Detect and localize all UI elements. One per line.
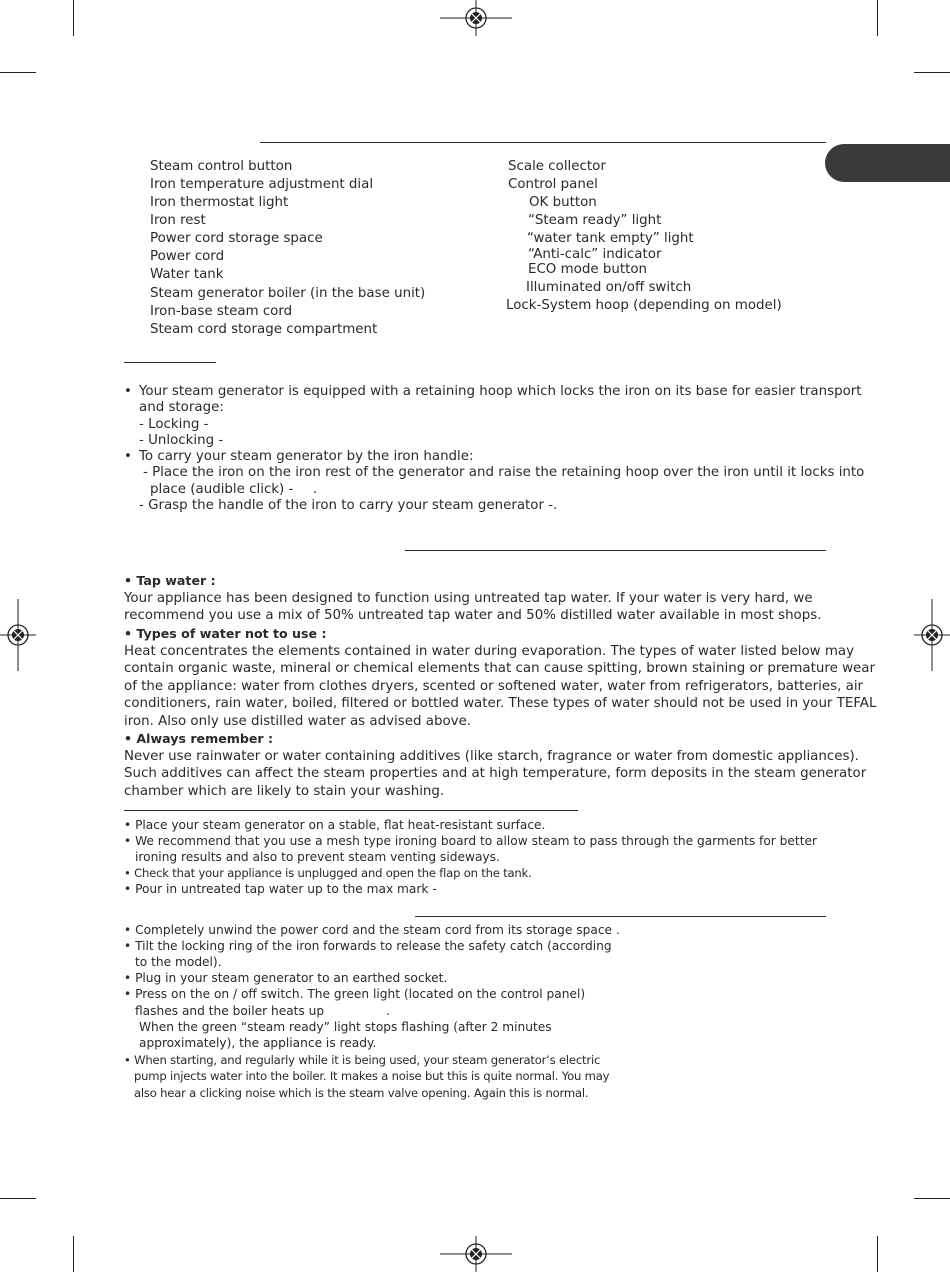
- part-item: Steam cord storage compartment: [150, 322, 378, 337]
- start-text: .: [386, 1004, 390, 1018]
- start-text: to the model).: [135, 955, 222, 969]
- start-text: When the green “steam ready” light stops flashing (after 2 minutes: [139, 1020, 552, 1034]
- section-rule-water: [405, 550, 826, 551]
- start-text: • Tilt the locking ring of the iron forwards to release the safety catch (according: [124, 939, 612, 953]
- language-tab: [825, 144, 950, 182]
- section-rule-description: [260, 142, 826, 143]
- part-item: Water tank: [150, 267, 224, 282]
- registration-mark-left-icon: [0, 599, 36, 671]
- start-text: • Completely unwind the power cord and the steam cord from its storage space .: [124, 923, 620, 937]
- fill-text: ironing results and also to prevent steam venting sideways.: [135, 850, 500, 864]
- start-text: • Press on the on / off switch. The green light (located on the control panel): [124, 987, 586, 1001]
- water-text: iron. Also only use distilled water as advised above.: [124, 714, 472, 729]
- water-text: Never use rainwater or water containing additives (like starch, fragrance or water from domestic appliances).: [124, 749, 859, 764]
- lock-text: - Place the iron on the iron rest of the generator and raise the retaining hoop over the iron until it locks into: [143, 465, 865, 480]
- part-item: Control panel: [508, 177, 598, 192]
- water-text: chamber which are likely to stain your washing.: [124, 784, 445, 799]
- part-item: “Anti-calc” indicator: [528, 247, 662, 262]
- water-text: Such additives can affect the steam properties and at high temperature, form deposits in the steam generator: [124, 766, 867, 781]
- lock-text: - Unlocking -: [139, 433, 224, 448]
- lock-text: To carry your steam generator by the iron handle:: [139, 449, 474, 464]
- start-text: flashes and the boiler heats up: [135, 1004, 325, 1018]
- water-text: Heat concentrates the elements contained in water during evaporation. The types of water listed below may: [124, 644, 855, 659]
- part-item: Power cord storage space: [150, 231, 323, 246]
- lock-text: .: [553, 498, 558, 513]
- part-item: Iron temperature adjustment dial: [150, 177, 374, 192]
- part-item: OK button: [529, 195, 597, 210]
- water-text: contain organic waste, mineral or chemical elements that can cause spitting, brown staining or premature wear: [124, 661, 875, 676]
- lock-text: .: [313, 482, 318, 497]
- fill-text: • We recommend that you use a mesh type ironing board to allow steam to pass through the garments for better: [124, 834, 817, 848]
- start-text: pump injects water into the boiler. It makes a noise but this is quite normal. You may: [134, 1069, 610, 1083]
- start-text: approximately), the appliance is ready.: [139, 1036, 377, 1050]
- water-text: of the appliance: water from clothes dryers, scented or softened water, water from refrigerators, batteries, air: [124, 679, 864, 694]
- part-item: Iron rest: [150, 213, 206, 228]
- part-item: “Steam ready” light: [528, 213, 662, 228]
- lock-text: and storage:: [139, 400, 224, 415]
- start-text: also hear a clicking noise which is the steam valve opening. Again this is normal.: [134, 1086, 589, 1100]
- part-item: Steam control button: [150, 159, 293, 174]
- part-item: Lock-System hoop (depending on model): [506, 298, 782, 313]
- water-text: Your appliance has been designed to function using untreated tap water. If your water is very hard, we: [124, 591, 813, 606]
- start-text: • Plug in your steam generator to an earthed socket.: [124, 971, 448, 985]
- lock-text: place (audible click) -: [150, 482, 294, 497]
- fill-text: • Place your steam generator on a stable, flat heat-resistant surface.: [124, 818, 546, 832]
- fill-text: • Check that your appliance is unplugged and open the flap on the tank.: [124, 866, 532, 880]
- start-text: • When starting, and regularly while it is being used, your steam generator’s electric: [124, 1053, 601, 1067]
- part-item: Steam generator boiler (in the base unit): [150, 286, 426, 301]
- bullet-icon: •: [124, 449, 132, 464]
- section-rule-lock: [124, 362, 216, 363]
- water-heading-avoid: • Types of water not to use :: [124, 626, 327, 641]
- section-rule-fill: [124, 810, 578, 811]
- part-item: Scale collector: [508, 159, 606, 174]
- lock-text: - Grasp the handle of the iron to carry your steam generator -: [139, 498, 554, 513]
- bullet-icon: •: [124, 384, 132, 399]
- registration-mark-top-icon: [440, 0, 512, 36]
- section-rule-start: [415, 916, 826, 917]
- water-text: conditioners, rain water, boiled, filtered or bottled water. These types of water should not be used in your TEFAL: [124, 696, 877, 711]
- part-item: Iron-base steam cord: [150, 304, 293, 319]
- part-item: Iron thermostat light: [150, 195, 289, 210]
- fill-text: • Pour in untreated tap water up to the max mark -: [124, 882, 437, 896]
- lock-text: Your steam generator is equipped with a retaining hoop which locks the iron on its base for easier transport: [139, 384, 862, 399]
- water-heading-tap: • Tap water :: [124, 573, 216, 588]
- part-item: ECO mode button: [528, 262, 648, 277]
- lock-text: - Locking -: [139, 417, 209, 432]
- registration-mark-right-icon: [914, 599, 950, 671]
- part-item: Illuminated on/off switch: [526, 280, 692, 295]
- water-heading-remember: • Always remember :: [124, 731, 274, 746]
- water-text: recommend you use a mix of 50% untreated tap water and 50% distilled water available in most shops.: [124, 608, 822, 623]
- part-item: Power cord: [150, 249, 225, 264]
- registration-mark-bottom-icon: [440, 1236, 512, 1272]
- part-item: “water tank empty” light: [527, 231, 694, 246]
